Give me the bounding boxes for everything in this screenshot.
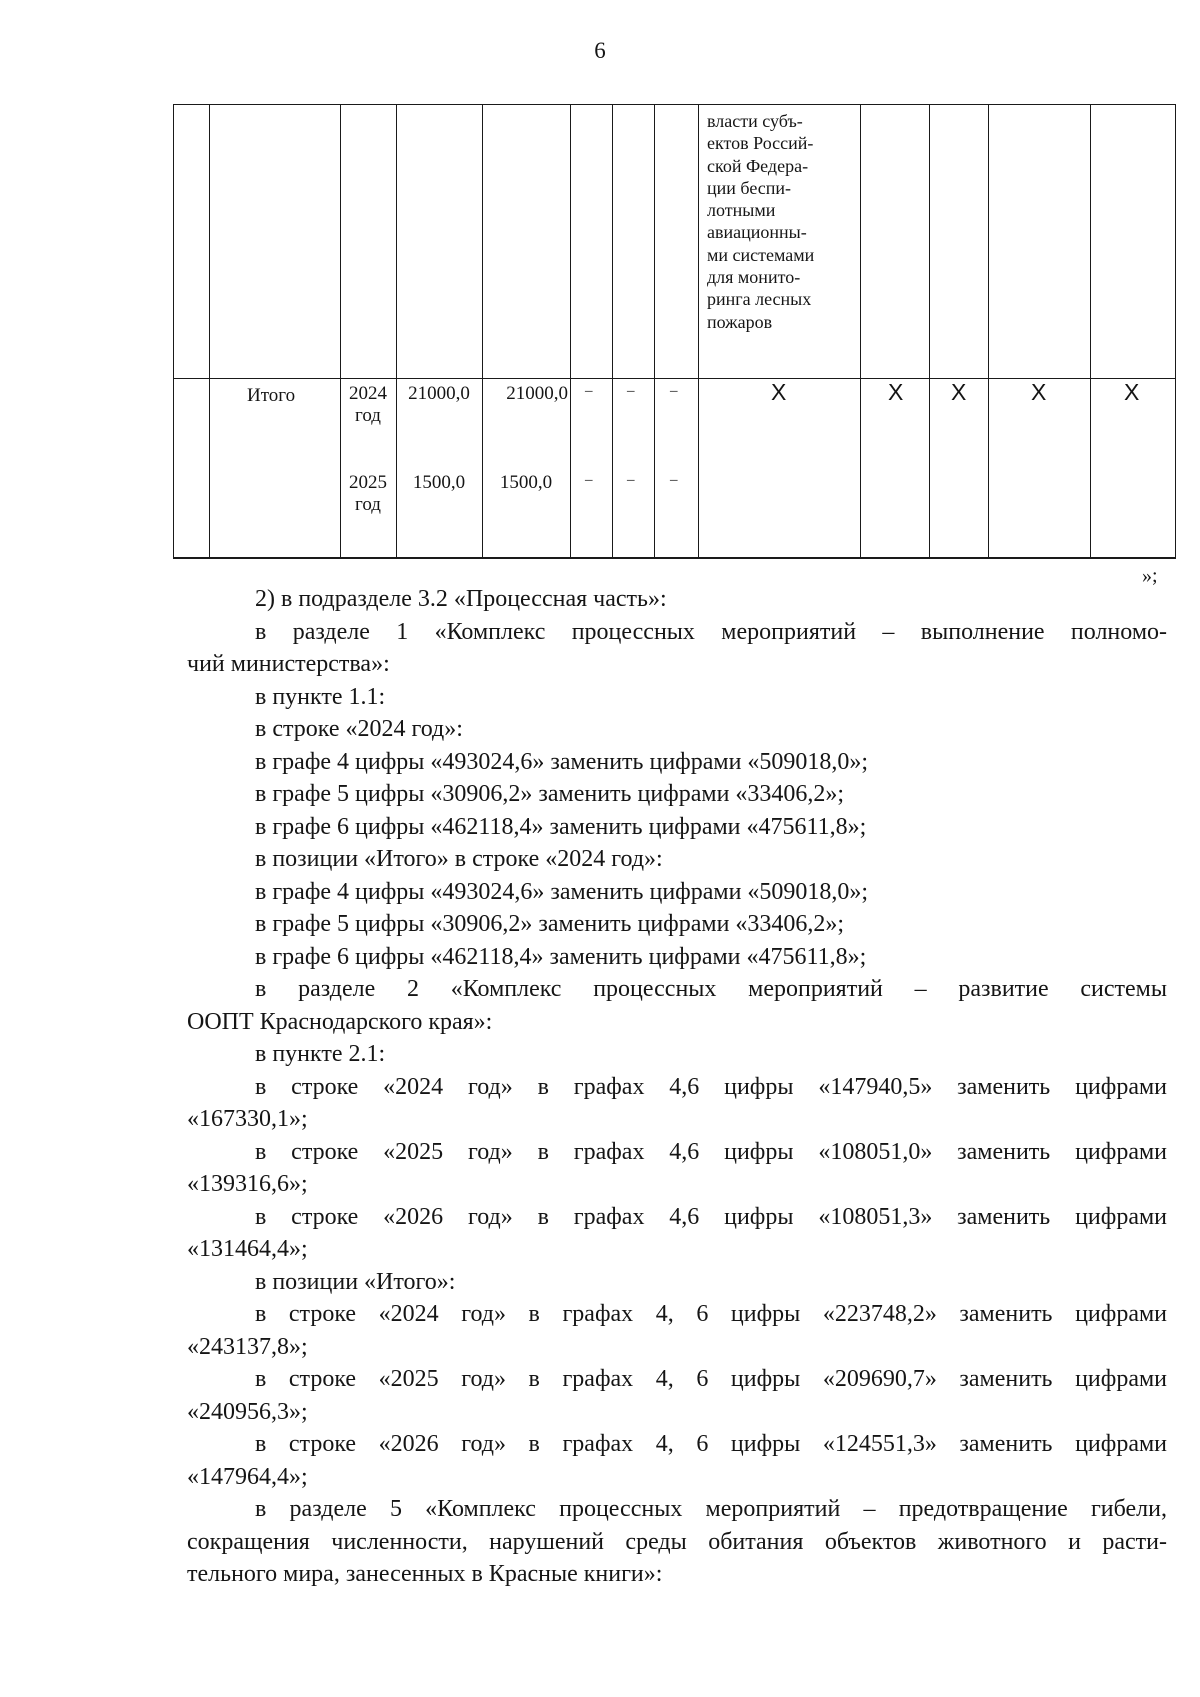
- paragraph: сокращения численности, нарушений среды обитания объектов животного и расти-: [187, 1528, 1167, 1555]
- year-number: 2024: [349, 383, 387, 404]
- table-col-line: [698, 104, 699, 558]
- table-col-line: [612, 104, 613, 558]
- closing-quote: »;: [1142, 565, 1158, 587]
- paragraph: в графе 5 цифры «30906,2» заменить цифрами «33406,2»;: [255, 911, 845, 937]
- table-top-border: [173, 104, 1176, 105]
- table-col-line: [209, 104, 210, 558]
- table-bottom-border: [173, 557, 1176, 559]
- value-cell: 21000,0: [506, 383, 568, 404]
- description-line: власти субъ-: [707, 111, 803, 131]
- total-label: Итого: [247, 385, 296, 406]
- description-line: ринга лесных: [707, 289, 812, 310]
- paragraph: в графе 6 цифры «462118,4» заменить цифрами «475611,8»;: [255, 813, 867, 840]
- table-col-line: [570, 104, 571, 558]
- paragraph: в графе 4 цифры «493024,6» заменить цифрами «509018,0»;: [255, 748, 869, 775]
- paragraph: в строке «2026 год» в графах 4,6 цифры «108051,3» заменить цифрами: [255, 1203, 1167, 1230]
- description-line: лотными: [707, 200, 776, 221]
- paragraph: в пункте 2.1:: [255, 1041, 386, 1067]
- paragraph: в разделе 5 «Комплекс процессных мероприятий – предотвращение гибели,: [255, 1496, 1167, 1522]
- paragraph: «139316,6»;: [187, 1171, 308, 1197]
- year-cell: [342, 472, 394, 516]
- paragraph: в строке «2024 год»:: [255, 716, 463, 742]
- paragraph: ООПТ Краснодарского края»:: [187, 1008, 493, 1035]
- table-col-line: [1175, 104, 1176, 558]
- paragraph: «147964,4»;: [187, 1463, 308, 1490]
- paragraph: в пункте 1.1:: [255, 683, 386, 710]
- description-line: ской Федера-: [707, 155, 809, 176]
- table-col-line: [654, 104, 655, 558]
- paragraph: в разделе 1 «Комплекс процессных мероприятий – выполнение полномо-: [255, 618, 1167, 645]
- paragraph: в графе 5 цифры «30906,2» заменить цифрами «33406,2»;: [255, 781, 845, 807]
- paragraph: в строке «2025 год» в графах 4,6 цифры «108051,0» заменить цифрами: [255, 1138, 1167, 1165]
- table-row-divider: [173, 378, 1176, 379]
- description-line: ми системами: [707, 244, 815, 265]
- year-word: год: [355, 494, 381, 515]
- paragraph: «240956,3»;: [187, 1398, 308, 1425]
- paragraph: 2) в подразделе 3.2 «Процессная часть»:: [255, 586, 667, 612]
- x-mark: Х: [1031, 379, 1047, 405]
- paragraph: в строке «2024 год» в графах 4,6 цифры «147940,5» заменить цифрами: [255, 1073, 1167, 1100]
- description-line: пожаров: [707, 311, 773, 332]
- description-line: авиационны-: [707, 222, 807, 243]
- table-col-line: [1090, 104, 1091, 558]
- page-number: 6: [594, 38, 606, 63]
- table-col-line: [860, 104, 861, 558]
- paragraph: тельного мира, занесенных в Красные книги»:: [187, 1561, 663, 1587]
- paragraph: в графе 6 цифры «462118,4» заменить цифрами «475611,8»;: [255, 943, 867, 970]
- x-mark: Х: [888, 379, 904, 405]
- paragraph: в строке «2024 год» в графах 4, 6 цифры «223748,2» заменить цифрами: [255, 1301, 1167, 1327]
- description-line: ектов Россий-: [707, 133, 814, 154]
- table-col-line: [173, 104, 174, 558]
- dash-cell: –: [627, 383, 635, 399]
- table-col-line: [482, 104, 483, 558]
- paragraph: в строке «2025 год» в графах 4, 6 цифры «209690,7» заменить цифрами: [255, 1366, 1167, 1392]
- table-col-line: [929, 104, 930, 558]
- paragraph: в строке «2026 год» в графах 4, 6 цифры «124551,3» заменить цифрами: [255, 1431, 1167, 1457]
- paragraph: в позиции «Итого»:: [255, 1268, 456, 1295]
- x-mark: Х: [771, 379, 787, 405]
- description-line: для монито-: [707, 267, 801, 288]
- dash-cell: –: [585, 472, 593, 488]
- dash-cell: –: [670, 383, 678, 399]
- value-cell: 1500,0: [499, 472, 553, 493]
- description-cell: [707, 110, 842, 333]
- paragraph: в позиции «Итого» в строке «2024 год»:: [255, 846, 663, 872]
- value-cell: 1500,0: [412, 472, 466, 493]
- document-body: [187, 583, 1167, 1591]
- paragraph: в графе 4 цифры «493024,6» заменить цифрами «509018,0»;: [255, 878, 869, 905]
- year-number: 2025: [349, 472, 387, 493]
- value-cell: 21000,0: [408, 383, 470, 404]
- table-col-line: [988, 104, 989, 558]
- paragraph: в разделе 2 «Комплекс процессных мероприятий – развитие системы: [255, 976, 1167, 1002]
- table-col-line: [340, 104, 341, 558]
- paragraph: «243137,8»;: [187, 1333, 308, 1360]
- dash-cell: –: [585, 383, 593, 399]
- year-word: год: [355, 405, 381, 426]
- year-cell: [342, 383, 394, 427]
- x-mark: Х: [1124, 379, 1140, 405]
- dash-cell: –: [670, 472, 678, 488]
- paragraph: «131464,4»;: [187, 1236, 308, 1262]
- paragraph: чий министерства»:: [187, 651, 390, 677]
- description-line: ции беспи-: [707, 177, 792, 198]
- paragraph: «167330,1»;: [187, 1106, 308, 1132]
- dash-cell: –: [627, 472, 635, 488]
- x-mark: Х: [951, 379, 967, 405]
- table-col-line: [396, 104, 397, 558]
